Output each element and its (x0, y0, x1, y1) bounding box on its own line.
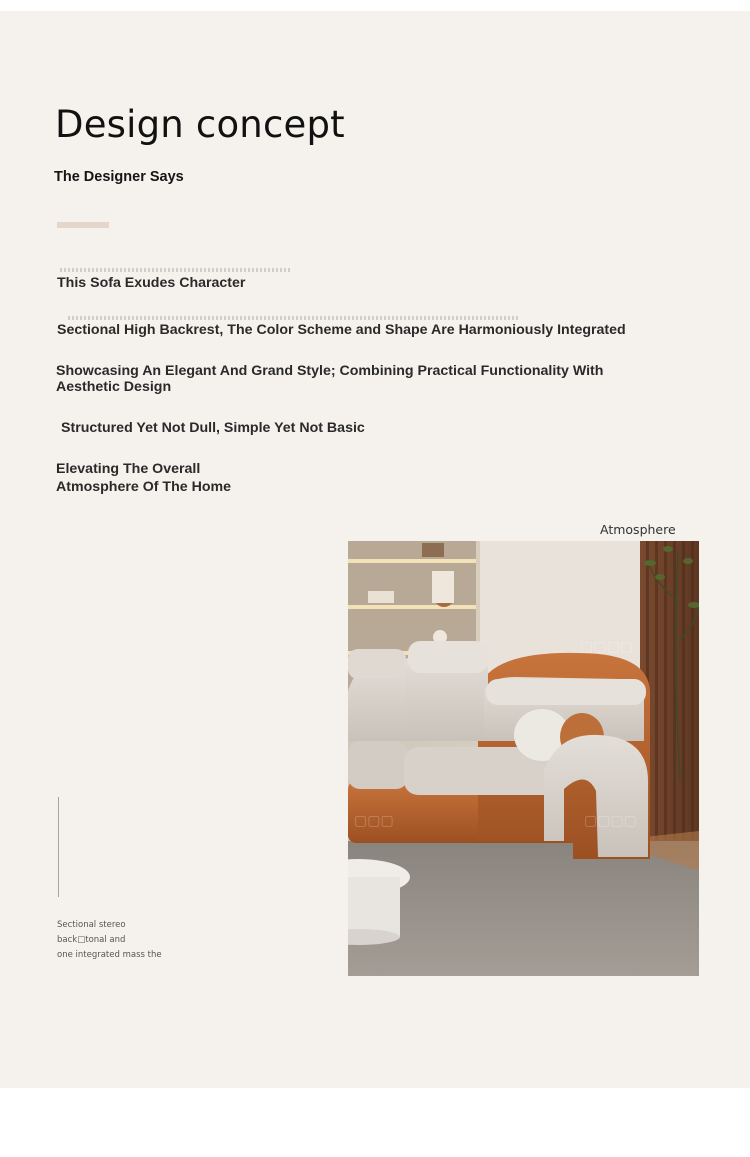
section-subtitle: The Designer Says (54, 169, 184, 185)
svg-text:▢▢▢▢: ▢▢▢▢ (584, 813, 637, 829)
section-title: Design concept (55, 103, 345, 146)
svg-text:▢▢▢▢: ▢▢▢▢ (580, 639, 633, 655)
decorative-vertical-line (58, 797, 59, 897)
description-line-3: Showcasing An Elegant And Grand Style; Combining Practical Functionality With Aesthetic Design (56, 363, 604, 395)
accent-bar (57, 222, 109, 228)
small-note (57, 918, 197, 963)
description-line-2: Sectional High Backrest, The Color Scheme and Shape Are Harmoniously Integrated (57, 322, 626, 338)
text-artifact (60, 268, 292, 272)
sofa-photo (348, 541, 699, 976)
description-line-1: This Sofa Exudes Character (57, 275, 246, 291)
svg-text:▢▢▢: ▢▢▢ (354, 813, 394, 829)
top-strip (0, 0, 750, 11)
small-note-line-1: Sectional stereo (57, 920, 126, 930)
photo-label: Atmosphere (600, 522, 676, 537)
bottom-strip (0, 1088, 750, 1157)
text-artifact (68, 316, 518, 320)
description-line-5: Elevating The Overall Atmosphere Of The Home (56, 461, 232, 495)
description-line-4: Structured Yet Not Dull, Simple Yet Not Basic (61, 420, 365, 436)
small-note-line-3: one integrated mass the (57, 950, 162, 960)
small-note-line-2: back□tonal and (57, 935, 126, 945)
